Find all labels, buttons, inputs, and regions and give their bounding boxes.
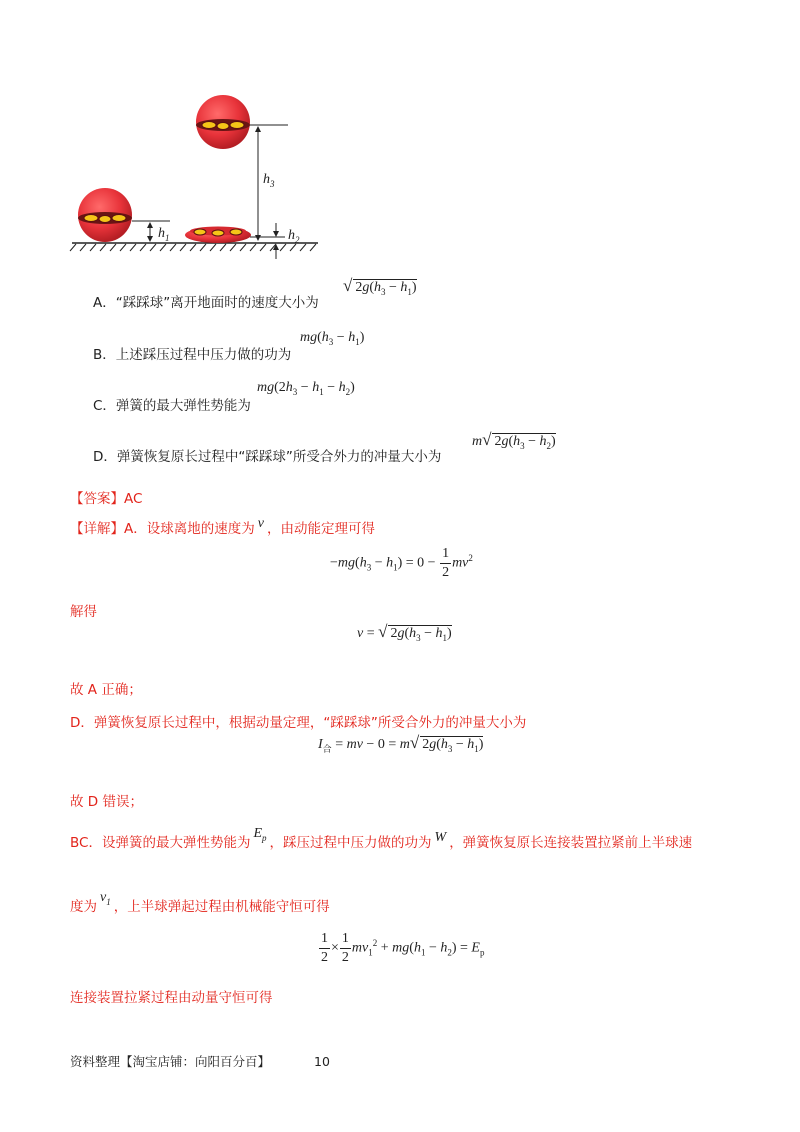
footer: [70, 1052, 330, 1070]
var-v1: $v_1$: [100, 890, 111, 907]
option-a-formula: √ $2g(h_3 - h_1)$: [343, 276, 417, 297]
option-b-formula: $mg(h_3 - h_1)$: [300, 330, 365, 347]
option-a: [93, 291, 319, 311]
footer-source: 资料整理【淘宝店铺：向阳百分百】: [70, 1054, 271, 1069]
h3-label: $h_3$: [263, 172, 275, 189]
option-b-text: B．上述踩压过程中压力做的功为: [93, 347, 292, 363]
ball-max-height: [196, 95, 250, 149]
option-c-text: C．弹簧的最大弹性势能为: [93, 398, 251, 414]
ball-resting: [78, 188, 132, 242]
var-w: W: [434, 830, 447, 845]
detail-a-intro: 【详解】A．设球离地的速度为 v ，由动能定理可得: [70, 516, 375, 537]
equation-velocity: v = √ $2g(h_3 - h_1)$: [357, 622, 452, 643]
h2-label: $h_2$: [288, 228, 300, 245]
ball-compressed: [185, 227, 251, 244]
h1-label: $h_1$: [158, 226, 170, 243]
var-ep: $E_p$: [253, 826, 267, 843]
option-a-text: A．“踩踩球”离开地面时的速度大小为: [93, 295, 319, 311]
option-d-text: D．弹簧恢复原长过程中“踩踩球”所受合外力的冲量大小为: [93, 449, 442, 465]
answer-line: [70, 487, 142, 507]
detail-label: 【详解】: [70, 521, 124, 537]
equation-energy-conservation: $\frac{1}{2}$ × $\frac{1}{2}$ $mv_1^2 + mg(h_1 - h_2) = E_p$: [321, 931, 485, 965]
option-d: [93, 445, 441, 465]
option-c: [93, 394, 251, 414]
equation-kinetic-energy: $-mg(h_3 - h_1) = 0$ − $\frac{1}{2}$ $mv^2$: [330, 546, 473, 580]
answer-value: AC: [124, 491, 143, 507]
equation-impulse: $I_合$ = mv − 0 = m√ $2g(h_3 - h_1)$: [318, 733, 484, 754]
answer-label: 【答案】: [70, 491, 124, 507]
detail-a-conclusion: 故 A 正确；: [70, 682, 142, 698]
option-c-formula: $mg(2h_3 - h_1 - h_2)$: [257, 380, 355, 397]
detail-bc-intro: BC．设弹簧的最大弹性势能为$E_p$ ，踩压过程中压力做的功为 W ，弹簧恢复原长连接装置拉紧前上半球速: [70, 826, 693, 851]
detail-solve: 解得: [70, 604, 97, 620]
option-d-formula: m√ $2g(h_3 - h_2)$: [472, 430, 556, 451]
page-number: 10: [314, 1054, 330, 1069]
detail-bc-intro-cont: 度为$v_1$ ，上半球弹起过程由机械能守恒可得: [70, 890, 330, 915]
option-b: [93, 343, 291, 363]
detail-d-intro: D．弹簧恢复原长过程中，根据动量定理，“踩踩球”所受合外力的冲量大小为: [70, 715, 527, 731]
var-v: v: [257, 516, 264, 531]
detail-last-line: 连接装置拉紧过程由动量守恒可得: [70, 990, 273, 1006]
detail-d-conclusion: 故 D 错误；: [70, 794, 143, 810]
ground-hatching: [70, 244, 316, 251]
